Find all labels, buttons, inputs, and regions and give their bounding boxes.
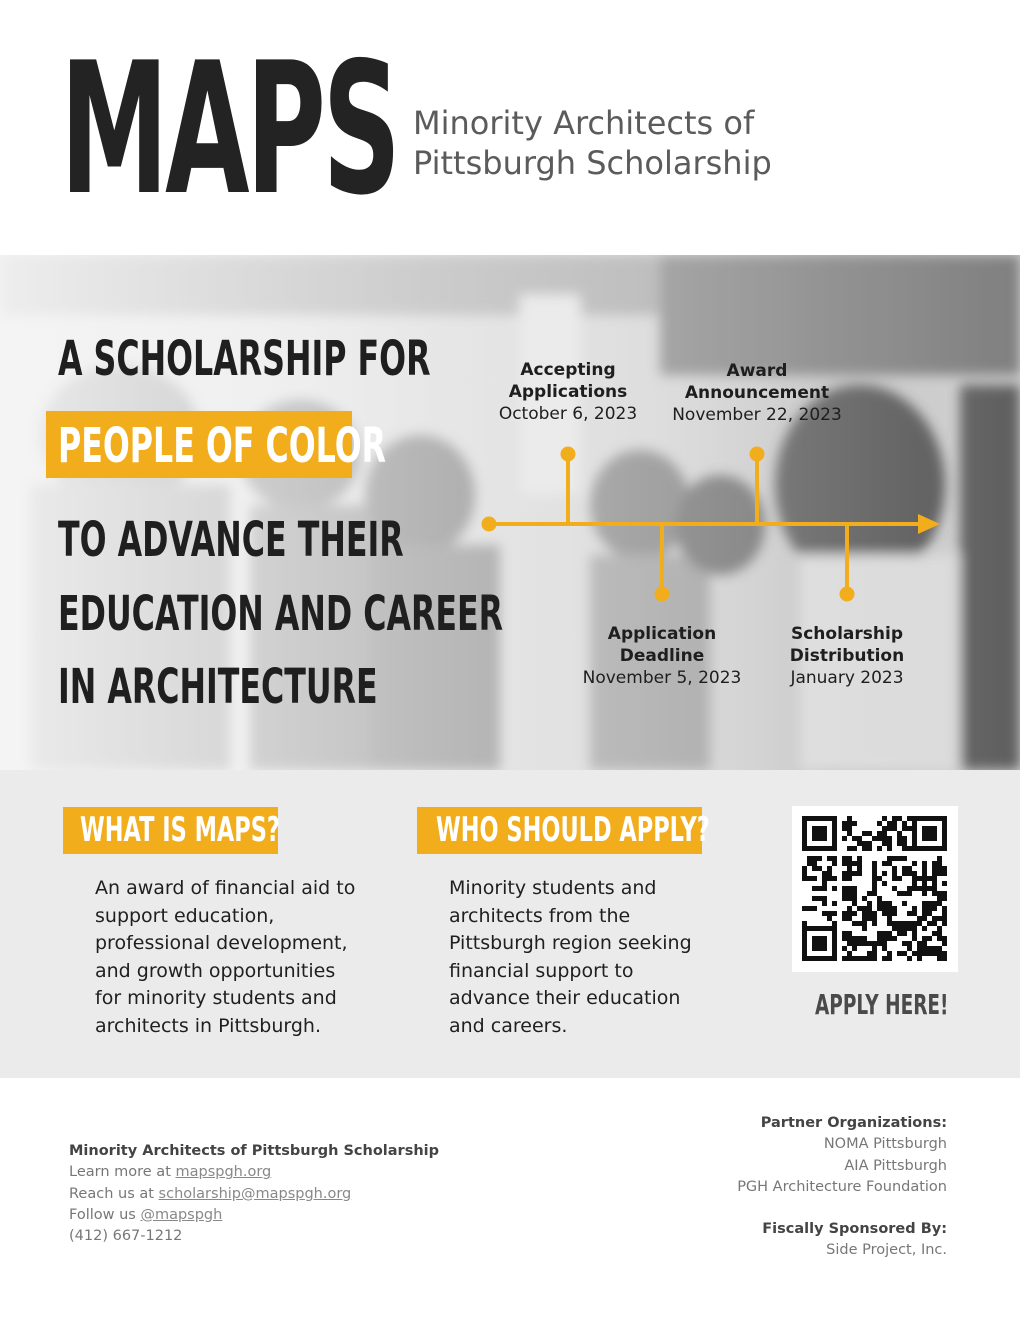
partners-heading: Partner Organizations:: [760, 1115, 947, 1131]
qr-code-icon[interactable]: [792, 806, 958, 972]
maps-logo: MAPS: [60, 23, 398, 235]
who-line: Minority students and: [449, 877, 657, 899]
qr-code-frame[interactable]: [792, 806, 958, 972]
reach-prefix: Reach us at: [69, 1185, 159, 1202]
footer-reach-us: [69, 1184, 439, 1205]
what-line: An award of financial aid to: [95, 877, 356, 899]
timeline-dot-1: [561, 447, 576, 462]
event-title: Deadline: [619, 646, 705, 666]
sponsor-name: Side Project, Inc.: [826, 1242, 947, 1259]
event-title: Announcement: [684, 383, 830, 403]
subtitle-line-2: Pittsburgh Scholarship: [413, 144, 772, 182]
what-line: architects in Pittsburgh.: [95, 1014, 321, 1037]
timeline-event-2: [657, 360, 857, 426]
what-heading: WHAT IS MAPS?: [80, 810, 280, 850]
apply-here-label[interactable]: APPLY HERE!: [815, 988, 949, 1021]
event-title: Accepting: [520, 360, 616, 380]
what-line: professional development,: [95, 932, 348, 954]
footer-org-name: Minority Architects of Pittsburgh Scholarship: [69, 1143, 440, 1159]
what-line: support education,: [95, 904, 275, 927]
event-title: Award: [726, 361, 788, 381]
sponsor-heading: Fiscally Sponsored By:: [762, 1221, 947, 1238]
timeline-event-1: [478, 359, 658, 425]
partner-item: PGH Architecture Foundation: [737, 1178, 947, 1195]
event-title: Scholarship: [790, 624, 903, 644]
who-heading: WHO SHOULD APPLY?: [436, 810, 710, 850]
who-line: Pittsburgh region seeking: [449, 932, 692, 954]
what-description: [95, 875, 395, 1040]
who-line: advance their education: [449, 987, 681, 1009]
headline-line-3: TO ADVANCE THEIR: [58, 512, 404, 568]
timeline-graphic: [0, 255, 1020, 770]
timeline-dot-3: [655, 587, 670, 602]
footer-follow-us: [69, 1205, 439, 1226]
subtitle-line-1: Minority Architects of: [413, 104, 755, 142]
headline-line-5: IN ARCHITECTURE: [58, 659, 378, 715]
event-date: October 6, 2023: [498, 404, 638, 424]
timeline-event-3: [572, 623, 752, 689]
timeline-arrow-icon: [918, 514, 940, 534]
event-title: Application: [607, 624, 717, 644]
learn-prefix: Learn more at: [69, 1164, 176, 1181]
footer-partners: [737, 1113, 947, 1262]
event-date: January 2023: [790, 668, 904, 688]
email-link[interactable]: scholarship@mapspgh.org: [158, 1185, 352, 1202]
footer-learn-more: [69, 1162, 439, 1183]
what-line: and growth opportunities: [95, 959, 336, 982]
partner-item: AIA Pittsburgh: [844, 1157, 947, 1174]
social-handle-link[interactable]: @mapspgh: [140, 1206, 223, 1223]
website-link[interactable]: mapspgh.org: [175, 1164, 272, 1181]
who-line: architects from the: [449, 904, 631, 927]
footer-contact: [69, 1141, 439, 1247]
who-line: financial support to: [449, 959, 634, 982]
timeline-dot-2: [750, 447, 765, 462]
what-line: for minority students and: [95, 987, 337, 1009]
headline-line-1: A SCHOLARSHIP FOR: [58, 331, 431, 387]
event-date: November 5, 2023: [582, 668, 742, 688]
timeline-dot-4: [840, 587, 855, 602]
follow-prefix: Follow us: [69, 1206, 141, 1223]
headline-highlight: PEOPLE OF COLOR: [58, 418, 387, 474]
event-date: November 22, 2023: [672, 405, 842, 425]
timeline-start-dot: [482, 517, 497, 532]
subtitle: [413, 103, 833, 183]
timeline-event-4: [767, 623, 927, 689]
partner-item: NOMA Pittsburgh: [823, 1136, 947, 1153]
who-description: [449, 875, 749, 1040]
event-title: Distribution: [789, 646, 905, 666]
who-line: and careers.: [449, 1014, 568, 1037]
hero-section: [0, 255, 1020, 770]
footer-phone: (412) 667-1212: [69, 1228, 183, 1245]
event-title: Applications: [508, 382, 628, 402]
headline-line-4: EDUCATION AND CAREER: [58, 586, 504, 642]
